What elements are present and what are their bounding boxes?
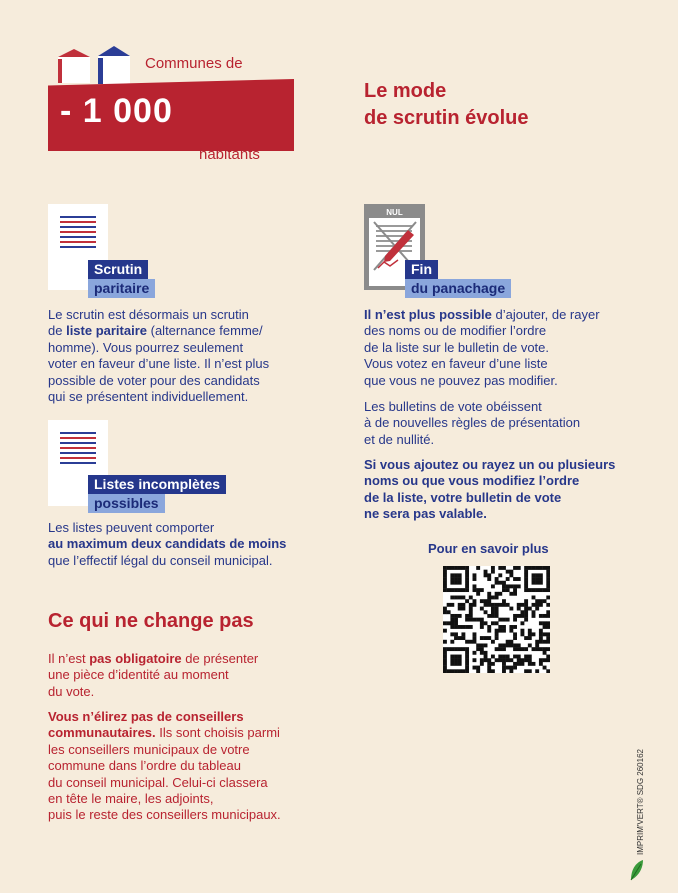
- tag-scrutin: Scrutin: [88, 260, 148, 279]
- block4-text-3: Si vous ajoutez ou rayez un ou plusieurs noms ou que vous modifiez l’ordre de la liste, votre bulletin de vote ne sera pas valable.: [364, 457, 616, 522]
- section-title-ce-qui-ne-change-pas: Ce qui ne change pas: [48, 610, 254, 632]
- block3-text-2: Vous n’élirez pas de conseillers communautaires. Ils sont choisis parmi les conseillers municipaux de votre commune dans l’ordre du tableau du conseil municipal. Celui-ci classera en tête le maire, les adjoints, puis le reste des conseillers municipaux.: [48, 709, 281, 823]
- qr-code-image: [443, 566, 550, 673]
- header-number: - 1 000: [60, 92, 173, 130]
- more-info-label: Pour en savoir plus: [428, 541, 549, 556]
- block1-text: Le scrutin est désormais un scrutin de liste paritaire (alternance femme/ homme). Vous pourrez seulement voter en faveur d’une liste. Il n’est plus possible de voter pour des candidats qui se présentent individuellement.: [48, 307, 270, 405]
- house-icon-left: [54, 47, 94, 83]
- block3-text-1: Il n’est pas obligatoire de présenter une pièce d’identité au moment du vote.: [48, 651, 259, 699]
- qr-code[interactable]: [443, 566, 550, 673]
- tag-du-panachage: du panachage: [405, 279, 511, 298]
- block4-text-1: Il n’est plus possible d’ajouter, de rayer des noms ou de modifier l’ordre de la liste sur le bulletin de vote. Vous votez en faveur d’une liste que vous ne pouvez pas modifier.: [364, 307, 600, 388]
- leaf-icon: [629, 858, 645, 882]
- block4-text-2: Les bulletins de vote obéissent à de nouvelles règles de présentation et de nullité.: [364, 399, 581, 447]
- tag-possibles: possibles: [88, 494, 165, 513]
- header-communes-de: Communes de: [145, 55, 243, 72]
- print-mark-vertical: IMPRIM'VERT® SDG 260162: [636, 749, 645, 855]
- tag-fin: Fin: [405, 260, 438, 279]
- house-icon-right: [94, 44, 134, 84]
- page-title-line1: Le mode: [364, 80, 447, 102]
- tag-listes-incompletes: Listes incomplètes: [88, 475, 226, 494]
- header-habitants: habitants: [199, 146, 260, 163]
- block2-text: Les listes peuvent comporter au maximum deux candidats de moins que l’effectif légal du conseil municipal.: [48, 520, 287, 568]
- page-title: [364, 78, 529, 132]
- nul-label: NUL: [364, 208, 425, 218]
- page-title-line2: de scrutin évolue: [364, 107, 529, 129]
- tag-paritaire: paritaire: [88, 279, 155, 298]
